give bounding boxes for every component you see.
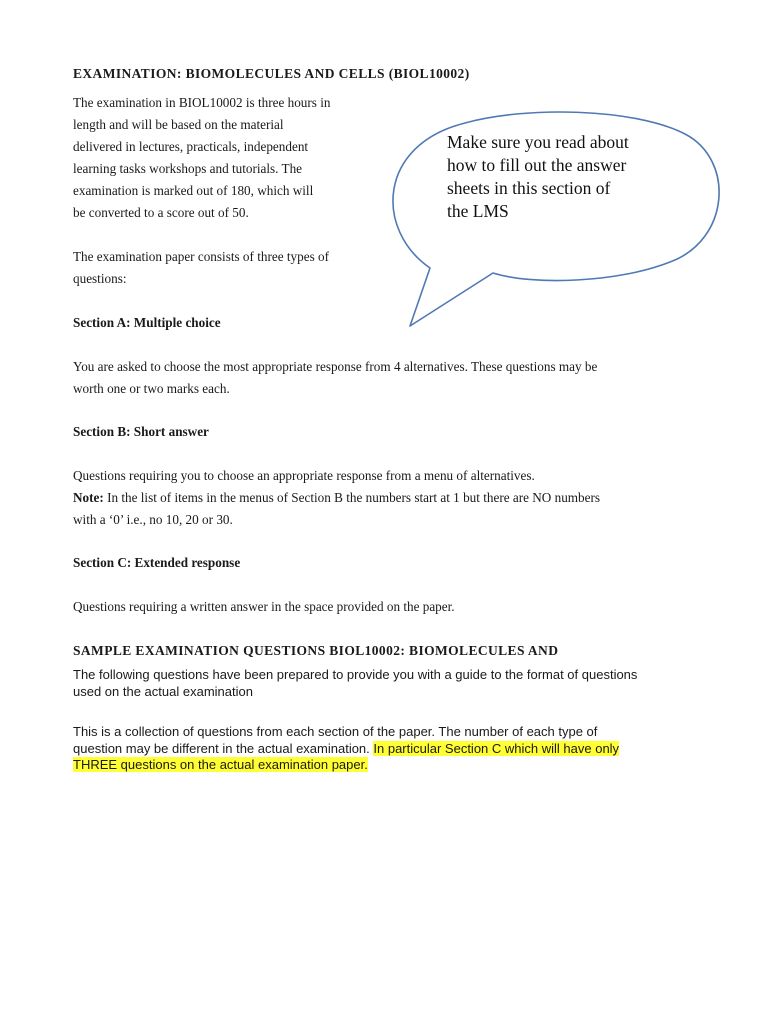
section-b-note-line2: with a ‘0’ i.e., no 10, 20 or 30.	[73, 512, 233, 527]
sample-line: The following questions have been prepared to provide you with a guide to the format of questions	[73, 667, 638, 682]
section-b-line: Questions requiring you to choose an appropriate response from a menu of alternatives.	[73, 468, 535, 483]
section-a-line: You are asked to choose the most appropriate response from 4 alternatives. These questions may be	[73, 359, 598, 374]
intro-line: learning tasks workshops and tutorials. The	[73, 161, 303, 176]
collection-plain-text: question may be different in the actual examination.	[73, 740, 374, 756]
section-c-heading: Section C: Extended response	[73, 555, 241, 570]
callout-text	[447, 131, 682, 223]
collection-line	[73, 757, 619, 774]
section-c-line: Questions requiring a written answer in the space provided on the paper.	[73, 599, 455, 614]
sample-heading: SAMPLE EXAMINATION QUESTIONS BIOL10002: BIOMOLECULES AND	[73, 643, 559, 658]
question-types-paragraph	[73, 246, 329, 290]
section-b-note	[73, 487, 600, 509]
section-c-body	[73, 596, 455, 618]
intro-line: length and will be based on the material	[73, 117, 284, 132]
callout-line: Make sure you read about	[447, 132, 629, 152]
intro-line: delivered in lectures, practicals, independent	[73, 139, 309, 154]
highlighted-text: THREE questions on the actual examination paper.	[73, 757, 368, 772]
exam-title: EXAMINATION: BIOMOLECULES AND CELLS (BIOL10002)	[73, 66, 470, 81]
note-text: In the list of items in the menus of Section B the numbers start at 1 but there are NO numbers	[103, 490, 601, 505]
section-a-line: worth one or two marks each.	[73, 381, 230, 396]
section-b-heading: Section B: Short answer	[73, 424, 209, 439]
types-line: questions:	[73, 271, 127, 286]
intro-line: be converted to a score out of 50.	[73, 205, 249, 220]
sample-line: used on the actual examination	[73, 683, 253, 699]
collection-line	[73, 741, 619, 758]
collection-line: This is a collection of questions from each section of the paper. The number of each type of	[73, 724, 598, 739]
section-a-heading: Section A: Multiple choice	[73, 315, 221, 330]
types-line: The examination paper consists of three types of	[73, 249, 329, 264]
sample-intro	[73, 667, 637, 700]
note-label: Note:	[73, 490, 104, 505]
intro-line: examination is marked out of 180, which will	[73, 183, 314, 198]
collection-paragraph	[73, 724, 619, 774]
intro-paragraph	[73, 92, 330, 224]
section-a-body	[73, 356, 597, 400]
callout-line: sheets in this section of	[447, 178, 611, 198]
callout-line: the LMS	[447, 201, 509, 221]
callout-line: how to fill out the answer	[447, 155, 627, 175]
intro-line: The examination in BIOL10002 is three hours in	[73, 95, 331, 110]
highlighted-text: In particular Section C which will have only	[373, 740, 620, 756]
section-b-body	[73, 465, 600, 531]
